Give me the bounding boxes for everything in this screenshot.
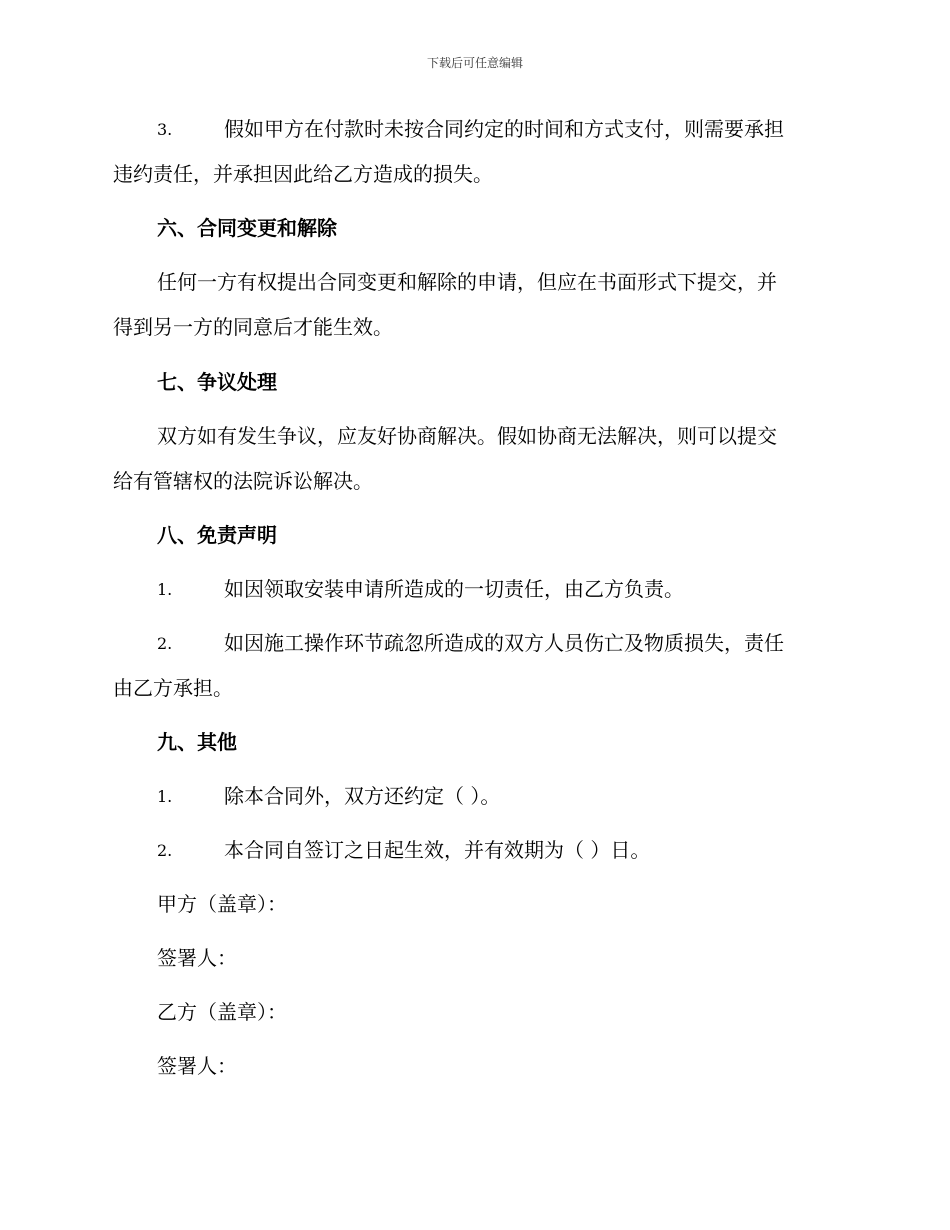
- paragraph-line: 如因领取安装申请所造成的一切责任，由乙方负责。: [224, 577, 684, 601]
- party-b-seal-label: 乙方（盖章）：: [157, 1000, 287, 1024]
- party-a-signer-label: 签署人：: [157, 946, 237, 970]
- paragraph-line: 由乙方承担。: [113, 676, 233, 700]
- page-header: 下载后可任意编辑: [426, 56, 523, 70]
- paragraph-line: 除本合同外，双方还约定（ ）。: [224, 784, 501, 808]
- party-a-seal-label: 甲方（盖章）：: [157, 892, 287, 916]
- item-number: 1.: [157, 787, 173, 806]
- paragraph-line: 给有管辖权的法院诉讼解决。: [113, 469, 373, 493]
- item-number: 1.: [157, 580, 173, 599]
- section-heading: 八、免责声明: [157, 523, 277, 547]
- paragraph-line: 违约责任，并承担因此给乙方造成的损失。: [113, 162, 493, 186]
- paragraph-line: 假如甲方在付款时未按合同约定的时间和方式支付，则需要承担: [224, 117, 784, 141]
- item-number: 3.: [157, 120, 173, 139]
- item-number: 2.: [157, 841, 173, 860]
- paragraph-line: 任何一方有权提出合同变更和解除的申请，但应在书面形式下提交，并: [157, 270, 777, 294]
- paragraph-line: 得到另一方的同意后才能生效。: [113, 315, 393, 339]
- paragraph-line: 双方如有发生争议，应友好协商解决。假如协商无法解决，则可以提交: [157, 424, 777, 448]
- party-b-signer-label: 签署人：: [157, 1054, 237, 1078]
- section-heading: 九、其他: [157, 730, 237, 754]
- section-heading: 六、合同变更和解除: [157, 216, 337, 240]
- paragraph-line: 如因施工操作环节疏忽所造成的双方人员伤亡及物质损失，责任: [224, 631, 784, 655]
- section-heading: 七、争议处理: [157, 370, 277, 394]
- paragraph-line: 本合同自签订之日起生效，并有效期为（ ）日。: [224, 838, 651, 862]
- item-number: 2.: [157, 634, 173, 653]
